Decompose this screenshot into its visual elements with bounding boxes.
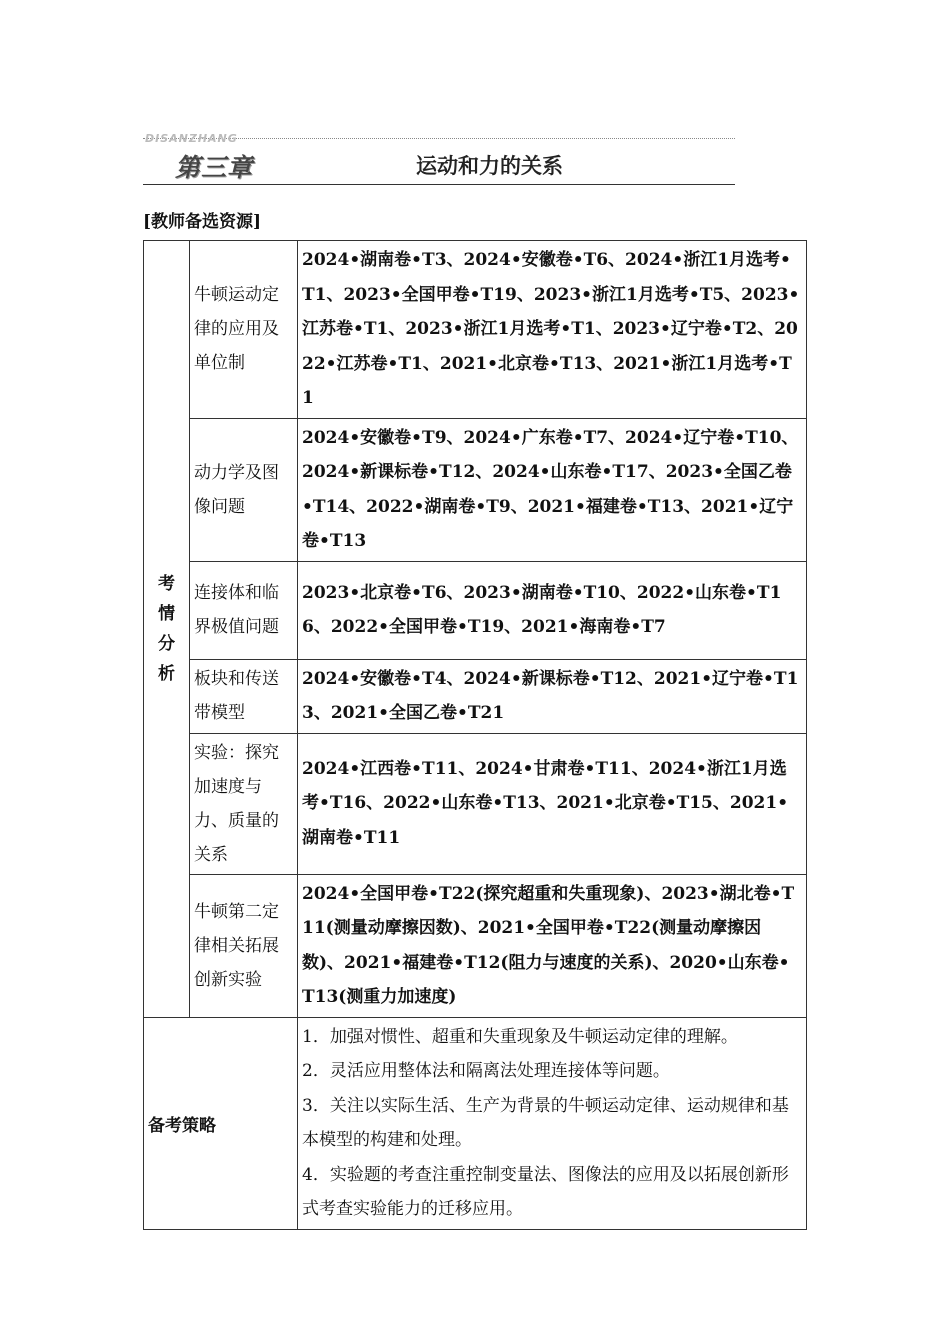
strategy-item: 4．实验题的考查注重控制变量法、图像法的应用及以拓展创新形式考查实验能力的迁移应用。 — [302, 1164, 789, 1219]
strategy-item: 3．关注以实际生活、生产为背景的牛顿运动定律、运动规律和基本模型的构建和处理。 — [302, 1095, 789, 1150]
strategy-row — [144, 1017, 807, 1229]
exam-analysis-table — [143, 240, 807, 1230]
topic-label: 牛顿第二定律相关拓展创新实验 — [194, 901, 279, 990]
exams-cell: 2024•全国甲卷•T22(探究超重和失重现象)、2023•湖北卷•T11(测量动摩擦因数)、2021•全国甲卷•T22(测量动摩擦因数)、2021•福建卷•T12(阻力与速度的关系)、2020•山东卷•T13(测重力加速度) — [298, 874, 807, 1017]
table-row — [144, 733, 807, 874]
chapter-header — [143, 132, 735, 187]
topic-cell — [190, 659, 298, 733]
table-row — [144, 659, 807, 733]
strategy-item: 2．灵活应用整体法和隔离法处理连接体等问题。 — [302, 1061, 670, 1081]
exams-cell: 2024•湖南卷•T3、2024•安徽卷•T6、2024•浙江1月选考•T1、2023•全国甲卷•T19、2023•浙江1月选考•T5、2023•江苏卷•T1、2023•浙江1月选考•T1、2023•辽宁卷•T2、2022•江苏卷•T1、2021•北京卷•T13、2021•浙江1月选考•T1 — [298, 241, 807, 419]
chapter-pinyin: DISANZHANG — [145, 132, 238, 145]
chapter-title: 运动和力的关系 — [416, 153, 563, 178]
exams-cell: 2024•江西卷•T11、2024•甘肃卷•T11、2024•浙江1月选考•T16、2022•山东卷•T13、2021•北京卷•T15、2021•湖南卷•T11 — [298, 733, 807, 874]
exams-cell: 2023•北京卷•T6、2023•湖南卷•T10、2022•山东卷•T16、2022•全国甲卷•T19、2021•海南卷•T7 — [298, 561, 807, 659]
section-label: [教师备选资源] — [143, 212, 262, 232]
table-row — [144, 874, 807, 1017]
strategy-label: 备考策略 — [144, 1017, 298, 1229]
topic-label: 牛顿运动定律的应用及单位制 — [194, 285, 279, 374]
chapter-number: 第三章 — [175, 153, 254, 182]
topic-label: 动力学及图像问题 — [194, 462, 279, 517]
category-cell — [144, 241, 190, 1018]
strategy-cell — [298, 1017, 807, 1229]
table-row — [144, 561, 807, 659]
strategy-item: 1．加强对惯性、超重和失重现象及牛顿运动定律的理解。 — [302, 1026, 738, 1047]
header-bottom-rule — [143, 184, 735, 185]
topic-cell — [190, 733, 298, 874]
exams-cell: 2024•安徽卷•T9、2024•广东卷•T7、2024•辽宁卷•T10、2024•新课标卷•T12、2024•山东卷•T17、2023•全国乙卷•T14、2022•湖南卷•T9、2021•福建卷•T13、2021•辽宁卷•T13 — [298, 418, 807, 561]
topic-cell — [190, 561, 298, 659]
topic-label: 板块和传送带模型 — [194, 669, 279, 723]
topic-label: 连接体和临界极值问题 — [194, 583, 279, 637]
exams-cell: 2024•安徽卷•T4、2024•新课标卷•T12、2021•辽宁卷•T13、2021•全国乙卷•T21 — [298, 659, 807, 733]
table-row — [144, 418, 807, 561]
topic-cell — [190, 418, 298, 561]
topic-cell — [190, 874, 298, 1017]
topic-label: 实验：探究加速度与力、质量的关系 — [194, 742, 279, 865]
table-row — [144, 241, 807, 419]
category-label: 考情分析 — [158, 573, 175, 684]
topic-cell — [190, 241, 298, 419]
